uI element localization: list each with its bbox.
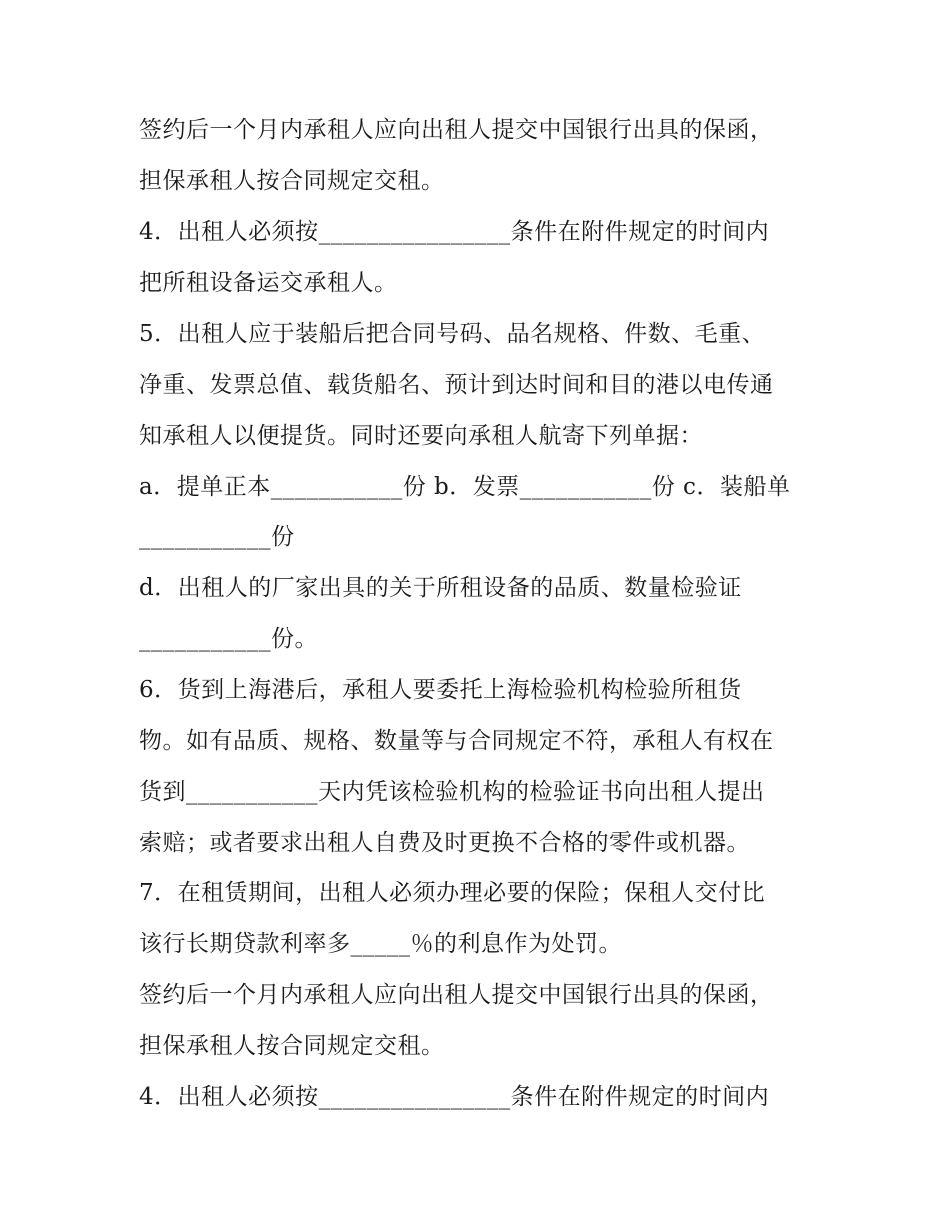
text-line: 4．出租人必须按________________条件在附件规定的时间内 <box>139 219 770 245</box>
text-line: 知承租人以便提货。同时还要向承租人航寄下列单据： <box>139 423 703 449</box>
text-line: 担保承租人按合同规定交租。 <box>139 1033 445 1059</box>
text-line: 索赔；或者要求出租人自费及时更换不合格的零件或机器。 <box>139 830 750 856</box>
text-line: 净重、发票总值、载货船名、预计到达时间和目的港以电传通 <box>139 372 774 398</box>
text-line: 签约后一个月内承租人应向出租人提交中国银行出具的保函， <box>139 982 774 1008</box>
text-line: 货到___________天内凭该检验机构的检验证书向出租人提出 <box>139 779 765 805</box>
text-line: 签约后一个月内承租人应向出租人提交中国银行出具的保函， <box>139 117 774 143</box>
text-line: 担保承租人按合同规定交租。 <box>139 168 445 194</box>
text-line: d．出租人的厂家出具的关于所租设备的品质、数量检验证 <box>139 575 742 601</box>
text-line: 物。如有品质、规格、数量等与合同规定不符，承租人有权在 <box>139 728 774 754</box>
text-line: a．提单正本___________份 b．发票___________份 c．装船单 <box>139 474 791 500</box>
text-line: ___________份。 <box>139 626 318 652</box>
text-line: 把所租设备运交承租人。 <box>139 270 398 296</box>
text-line: 4．出租人必须按________________条件在附件规定的时间内 <box>139 1084 770 1110</box>
text-line: 7．在租赁期间，出租人必须办理必要的保险；保租人交付比 <box>139 880 766 906</box>
text-line: 6．货到上海港后，承租人要委托上海检验机构检验所租货 <box>139 677 742 703</box>
text-line: ___________份 <box>139 524 295 550</box>
text-line: 该行长期贷款利率多_____％的利息作为处罚。 <box>139 931 622 957</box>
text-line: 5．出租人应于装船后把合同号码、品名规格、件数、毛重、 <box>139 321 766 347</box>
